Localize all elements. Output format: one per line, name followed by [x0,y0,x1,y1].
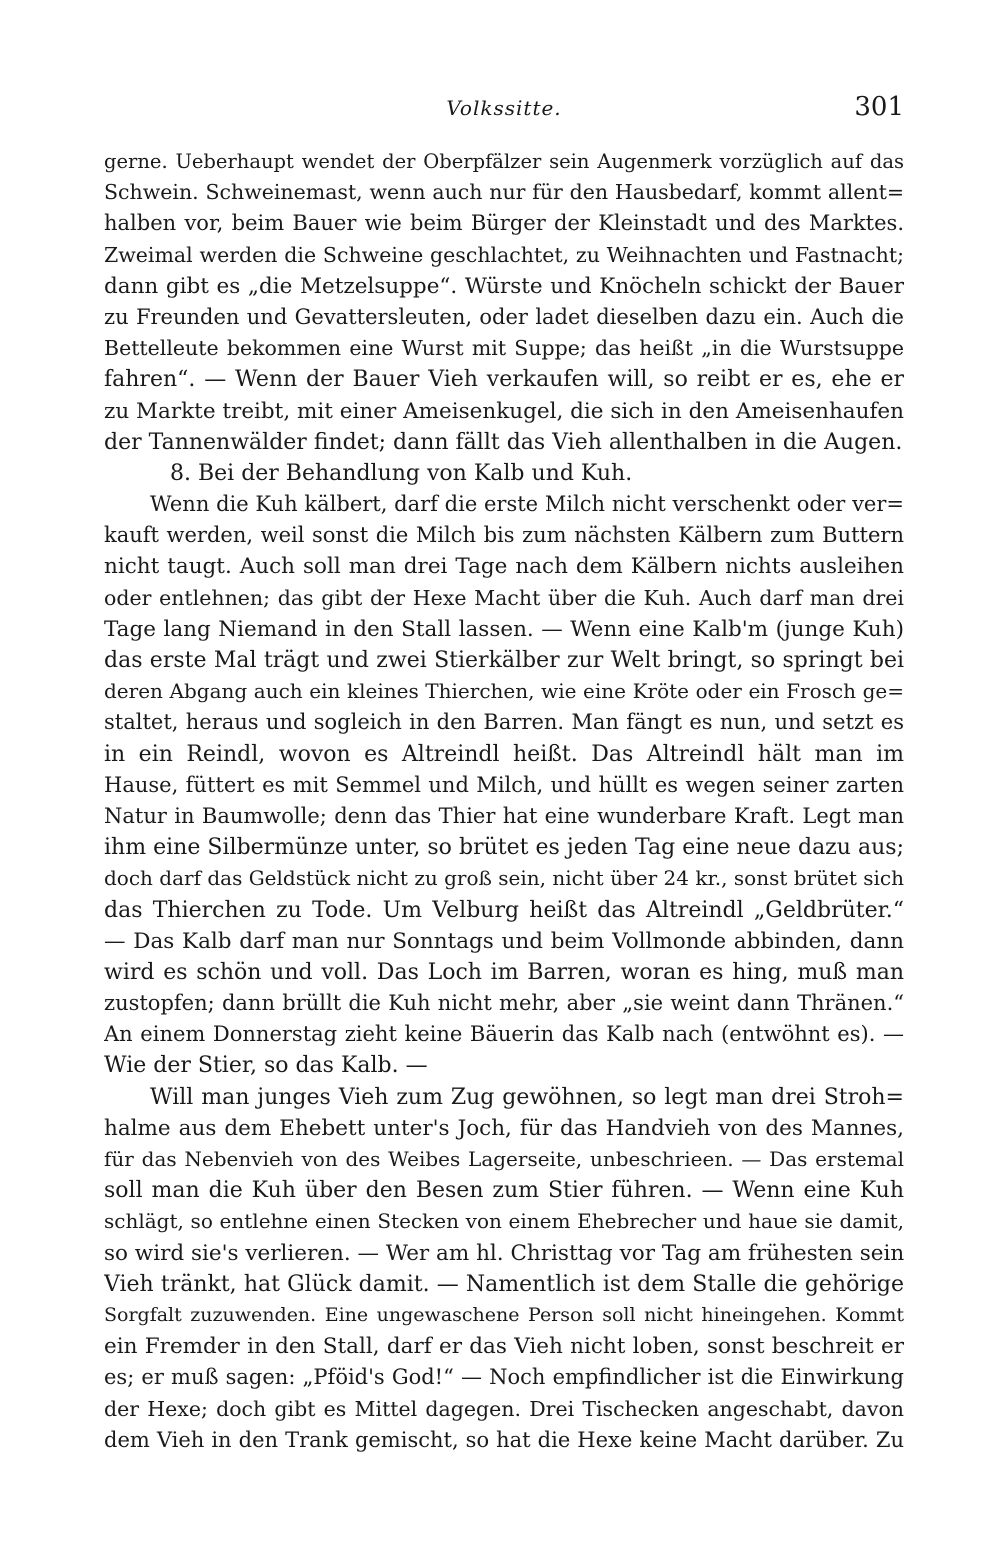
text-line: gerne. Ueberhaupt wendet der Oberpfälzer sein Augenmerk vorzüglich auf das [104,150,904,173]
text-line: das Thierchen zu Tode. Um Velburg heißt das Altreindl „Geldbrüter.“ [104,897,904,923]
text-line: — Das Kalb darf man nur Sonntags und beim Vollmonde abbinden, dann [104,928,904,954]
text-line: doch darf das Geldstück nicht zu groß sein, nicht über 24 kr., sonst brütet sich [104,866,904,891]
page-header [104,92,904,136]
text-line: staltet, heraus und sogleich in den Barren. Man fängt es nun, und setzt es [104,710,904,735]
text-line: halme aus dem Ehebett unter's Joch, für das Handvieh von des Mannes, [104,1115,904,1141]
text-line: der Hexe; doch gibt es Mittel dagegen. Drei Tischecken angeschabt, davon [104,1396,904,1421]
text-line: so wird sie's verlieren. — Wer am hl. Christtag vor Tag am frühesten sein [104,1240,904,1266]
running-head: Volkssitte. [446,96,562,120]
text-line: Natur in Baumwolle; denn das Thier hat eine wunderbare Kraft. Legt man [104,803,904,828]
text-line: Bettelleute bekommen eine Wurst mit Suppe; das heißt „in die Wurstsuppe [104,336,904,361]
text-line: oder entlehnen; das gibt der Hexe Macht über die Kuh. Auch darf man drei [104,585,904,610]
text-line: Tage lang Niemand in den Stall lassen. — Wenn eine Kalb'm (junge Kuh) [104,616,904,642]
text-line: Hause, füttert es mit Semmel und Milch, und hüllt es wegen seiner zarten [104,772,904,797]
text-line: Zweimal werden die Schweine geschlachtet, zu Weihnachten und Fastnacht; [104,242,904,267]
text-line: Vieh tränkt, hat Glück damit. — Namentlich ist dem Stalle die gehörige [104,1271,904,1297]
text-line: deren Abgang auch ein kleines Thierchen, wie eine Kröte oder ein Frosch ge= [104,679,904,704]
text-line: An einem Donnerstag zieht keine Bäuerin das Kalb nach (entwöhnt es). — [104,1022,904,1047]
text-line: Schwein. Schweinemast, wenn auch nur für den Hausbedarf, kommt allent= [104,180,904,205]
page-number: 301 [854,92,904,122]
section-heading: 8. Bei der Behandlung von Kalb und Kuh. [170,460,633,486]
text-line: dann gibt es „die Metzelsuppe“. Würste und Knöcheln schickt der Bauer [104,273,904,299]
text-line: Sorgfalt zuzuwenden. Eine ungewaschene Person soll nicht hineingehen. Kommt [104,1303,904,1326]
text-line: wird es schön und voll. Das Loch im Barren, woran es hing, muß man [104,959,904,985]
text-line: ihm eine Silbermünze unter, so brütet es jeden Tag eine neue dazu aus; [104,835,904,861]
text-line: kauft werden, weil sonst die Milch bis zum nächsten Kälbern zum Buttern [104,523,904,548]
text-line: halben vor, beim Bauer wie beim Bürger der Kleinstadt und des Marktes. [104,211,904,236]
text-line: zustopfen; dann brüllt die Kuh nicht mehr, aber „sie weint dann Thränen.“ [104,991,904,1016]
text-line: das erste Mal trägt und zwei Stierkälber zur Welt bringt, so springt bei [104,648,904,673]
text-line: Wie der Stier, so das Kalb. — [104,1053,428,1079]
body-text [104,146,904,1456]
text-line: ein Fremder in den Stall, darf er das Vieh nicht loben, sonst beschreit er [104,1334,904,1360]
text-line: Will man junges Vieh zum Zug gewöhnen, so legt man drei Stroh= [150,1084,904,1110]
text-line: es; er muß sagen: „Pföid's God!“ — Noch empfindlicher ist die Einwirkung [104,1365,904,1390]
text-line: fahren“. — Wenn der Bauer Vieh verkaufen will, so reibt er es, ehe er [104,367,904,393]
text-line: soll man die Kuh über den Besen zum Stier führen. — Wenn eine Kuh [104,1178,904,1204]
text-line: zu Freunden und Gevattersleuten, oder ladet dieselben dazu ein. Auch die [104,304,904,329]
text-line: dem Vieh in den Trank gemischt, so hat die Hexe keine Macht darüber. Zu [104,1427,904,1452]
text-line: der Tannenwälder findet; dann fällt das Vieh allenthalben in die Augen. [104,429,903,455]
text-line: schlägt, so entlehne einen Stecken von einem Ehebrecher und haue sie damit, [104,1209,904,1234]
text-line: in ein Reindl, wovon es Altreindl heißt. Das Altreindl hält man im [104,741,904,767]
text-line: nicht taugt. Auch soll man drei Tage nach dem Kälbern nichts ausleihen [104,554,904,580]
text-line: Wenn die Kuh kälbert, darf die erste Milch nicht verschenkt oder ver= [150,492,904,517]
text-line: für das Nebenvieh von des Weibes Lagerseite, unbeschrieen. — Das erstemal [104,1147,904,1171]
text-line: zu Markte treibt, mit einer Ameisenkugel, die sich in den Ameisenhaufen [104,398,904,424]
